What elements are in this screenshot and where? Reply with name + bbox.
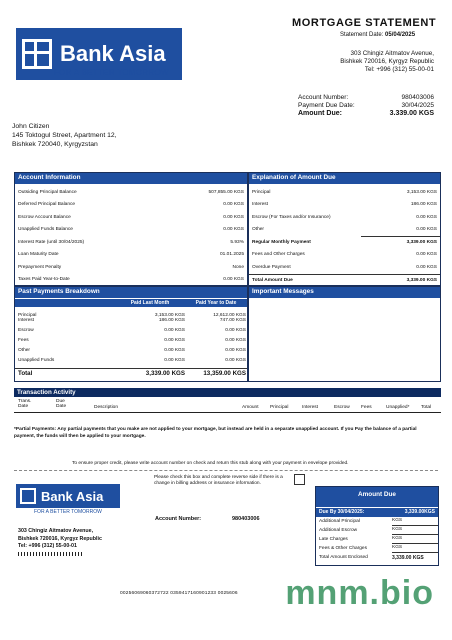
past-payments-section (14, 286, 248, 382)
stub-address-line: 303 Chingiz Aitmatov Avenue, (18, 528, 94, 534)
col-paid-ytd: Paid Year to Date (195, 300, 237, 306)
explanation-row (249, 261, 440, 274)
row-label: Escrow (For Taxes and/or Insurance) (252, 214, 331, 220)
row-label: Fees and Other Charges (252, 252, 305, 258)
row-value: 0.00 KGS (416, 214, 437, 220)
postal-barcode (18, 552, 84, 556)
row-value: 5.93% (230, 239, 244, 245)
stub-tagline: FOR A BETTER TOMORROW (34, 509, 102, 515)
row-label: Outsiding Principal Balance (18, 189, 77, 195)
col-escrow: Escrow (334, 405, 350, 410)
stub-logo (16, 484, 120, 508)
col-principal: Principal (270, 405, 289, 410)
account-info-row (15, 224, 247, 237)
account-info-row (15, 249, 247, 262)
account-info-row (15, 261, 247, 274)
past-row (15, 318, 247, 328)
row-value: 0.00 KGS (164, 348, 185, 353)
stub-row (316, 553, 438, 562)
row-label: Escrow (18, 328, 34, 333)
row-label: Principal (18, 313, 37, 318)
bank-logo-icon (22, 39, 52, 69)
row-label: Prepayment Penalty (18, 264, 62, 270)
row-label: Other (18, 348, 30, 353)
bank-address-line: Bishkek 720016, Kyrgyz Republic (340, 58, 434, 65)
row-label: Deferred Principal Balance (18, 202, 76, 208)
row-label: Other (252, 227, 264, 233)
account-info-row (15, 186, 247, 199)
row-value: 0.00 KGS (223, 202, 244, 208)
row-value: 0.00 KGS (225, 348, 246, 353)
row-input[interactable]: KGS (392, 536, 438, 544)
stub-row (316, 517, 438, 526)
explanation-row (249, 211, 440, 224)
col-description: Description (94, 405, 118, 410)
payment-due-label: Payment Due Date: (298, 102, 355, 109)
account-number-label: Account Number: (298, 94, 349, 101)
customer-address (12, 122, 117, 149)
explanation-section (248, 172, 441, 286)
row-value: 186.00 KGS (158, 318, 185, 323)
past-payments-header (15, 298, 247, 307)
account-info-row (15, 274, 247, 287)
explanation-row (249, 236, 440, 249)
statement-date-label: Statement Date: (340, 32, 384, 38)
row-value: 0.00 KGS (416, 252, 437, 258)
customer-address-line: 145 Toktogul Street, Apartment 12, (12, 132, 117, 139)
row-value: 13,359.00 KGS (203, 370, 246, 377)
transaction-activity-title: Transaction Activity (14, 388, 441, 397)
col-unapplied: Unapplied* (386, 405, 410, 410)
account-info-row (15, 211, 247, 224)
tear-line (14, 470, 438, 471)
row-label: Taxes Paid Year-to-Date (18, 277, 70, 283)
row-value: 3,153.00 KGS (406, 189, 437, 195)
stub-account-label: Account Number: (155, 516, 202, 522)
row-value: 0.00 KGS (223, 277, 244, 283)
row-input[interactable]: KGS (392, 545, 438, 553)
row-label: Escrow Account Balance (18, 214, 71, 220)
account-info-row (15, 236, 247, 249)
row-label: Regular Monthly Payment (252, 239, 311, 245)
row-value: 0.00 KGS (164, 358, 185, 363)
bank-name: Bank Asia (60, 41, 166, 66)
row-label: Interest (18, 318, 34, 323)
customer-name: John Citizen (12, 123, 50, 130)
explanation-title: Explanation of Amount Due (249, 173, 440, 184)
row-label: Fees (18, 338, 29, 343)
row-value: 3,153.00 KGS (154, 313, 185, 318)
stub-row (316, 544, 438, 553)
bank-address (340, 50, 434, 74)
row-label: Additional Escrow (319, 528, 358, 533)
row-value: 3,339.00 KGS (406, 239, 437, 245)
col-paid-last-month: Paid Last Month (130, 300, 170, 306)
row-input[interactable]: KGS (392, 527, 438, 535)
row-value: 186.00 KGS (410, 202, 437, 208)
address-change-note: Please check this box and complete reverse side if there is a change in billing address or insurance information. (154, 475, 283, 486)
amount-due-label: Amount Due: (298, 110, 342, 117)
bank-tagline: FOR A BETTER TOMORROW (54, 68, 169, 77)
row-value: 3,339.00 KGS (392, 554, 424, 561)
row-value: 0.00 KGS (416, 264, 437, 270)
stub-due-by-row (316, 508, 438, 517)
col-amount: Amount (242, 405, 259, 410)
account-information-section (14, 172, 248, 286)
row-label: Overdue Payment (252, 264, 291, 270)
row-value: 0.00 KGS (164, 328, 185, 333)
row-label: Fees & Other Charges (319, 546, 367, 551)
past-row (15, 338, 247, 348)
important-messages-title: Important Messages (249, 287, 440, 298)
amount-due-value: 3.339.00 KGS (389, 110, 434, 117)
explanation-row (249, 199, 440, 212)
customer-address-line: Bishkek 720040, Kyrgyzstan (12, 141, 98, 148)
stub-bank-address (18, 528, 102, 551)
row-value: 0.00 KGS (225, 328, 246, 333)
account-summary (298, 94, 434, 118)
row-value: 3,339.00 KGS (145, 370, 185, 377)
row-label: Unapplied Funds (18, 358, 55, 363)
row-value: None (232, 264, 244, 270)
stub-amount-due-section (315, 486, 439, 566)
row-label: Principal (252, 189, 271, 195)
row-label: Additional Principal (319, 519, 360, 524)
stub-row (316, 535, 438, 544)
payment-due-date: 30/04/2025 (401, 102, 434, 109)
bank-address-line: 303 Chingiz Aitmatov Avenue, (350, 50, 434, 57)
account-info-row (15, 199, 247, 212)
row-label: Loan Maturity Date (18, 252, 59, 258)
account-number: 980403006 (401, 94, 434, 101)
row-value: 01.01.2025 (219, 252, 244, 258)
row-label: Unapplied Funds Balance (18, 227, 73, 233)
row-value: 507,855.00 KGS (208, 189, 244, 195)
stub-address-line: Tel: +996 (312) 55-00-01 (18, 543, 77, 549)
row-value: 0.00 KGS (225, 358, 246, 363)
row-label: Total Amount Due (252, 277, 293, 283)
transaction-activity-section (14, 388, 441, 413)
row-label: Total Amount Enclosed (319, 555, 368, 560)
row-value: 0.00 KGS (164, 338, 185, 343)
explanation-row (249, 274, 440, 287)
past-row (15, 358, 247, 368)
row-value: 0.00 KGS (223, 227, 244, 233)
statement-date-value: 05/04/2025 (385, 32, 416, 38)
explanation-row (249, 224, 440, 237)
past-payments-title: Past Payments Breakdown (15, 287, 247, 298)
row-label: Interest Rate (until 30/04/2025) (18, 239, 85, 245)
explanation-row (249, 249, 440, 262)
col-interest: Interest (302, 405, 318, 410)
explanation-row (249, 186, 440, 199)
row-label: Late Charges (319, 537, 348, 542)
row-value: 3,339.00 KGS (406, 277, 437, 283)
stub-row (316, 526, 438, 535)
past-row (15, 348, 247, 358)
stub-amount-due-title: Amount Due (316, 487, 438, 507)
watermark: mnm.bio (285, 574, 434, 612)
row-value: 747.00 KGS (219, 318, 246, 323)
stub-address-line: Bishkek 720016, Kyrgyz Republic (18, 535, 102, 542)
row-label: Total (18, 370, 33, 377)
row-value: 0.00 KGS (416, 227, 437, 233)
col-fees: Fees (361, 405, 372, 410)
credit-instructions: To ensure proper credit, please write account number on check and return this stub along with your payment in envelope provided. (72, 461, 349, 466)
account-barcode-text: 00256069060372722 0359417160901233 0025606 (120, 591, 238, 596)
due-by-value: 3,339.00KGS (404, 509, 435, 515)
statement-date (340, 32, 415, 38)
statement-title: MORTGAGE STATEMENT (292, 17, 437, 29)
row-input[interactable]: KGS (392, 518, 438, 526)
col-due-date: Due Date (56, 399, 67, 409)
row-label: Interest (252, 202, 268, 208)
due-by-label: Due By 30/04/2025: (319, 509, 365, 515)
stub-logo-icon (20, 488, 36, 504)
col-trans-date: Trans. Date (18, 399, 32, 409)
account-information-title: Account Information (15, 173, 247, 184)
row-value: 0.00 KGS (225, 338, 246, 343)
partial-payments-note: *Partial Payments: Any partial payments that you make are not applied to your mortgage, but instead are held in a separate unapplied account. If you Pay the balance of a partial payment, the funds will then be applied to your mortgage. (14, 427, 417, 439)
stub-account-number: 980403006 (232, 516, 260, 522)
stub-bank-name: Bank Asia (41, 488, 104, 504)
important-messages-section (248, 286, 441, 382)
transaction-header-row (14, 397, 441, 413)
address-change-checkbox[interactable] (294, 474, 305, 485)
row-value: 12,612.00 KGS (213, 313, 246, 318)
bank-address-line: Tel: +996 (312) 55-00-01 (364, 66, 434, 73)
past-total-row (15, 368, 247, 378)
col-total: Total (421, 405, 432, 410)
row-value: 0.00 KGS (223, 214, 244, 220)
past-row (15, 328, 247, 338)
